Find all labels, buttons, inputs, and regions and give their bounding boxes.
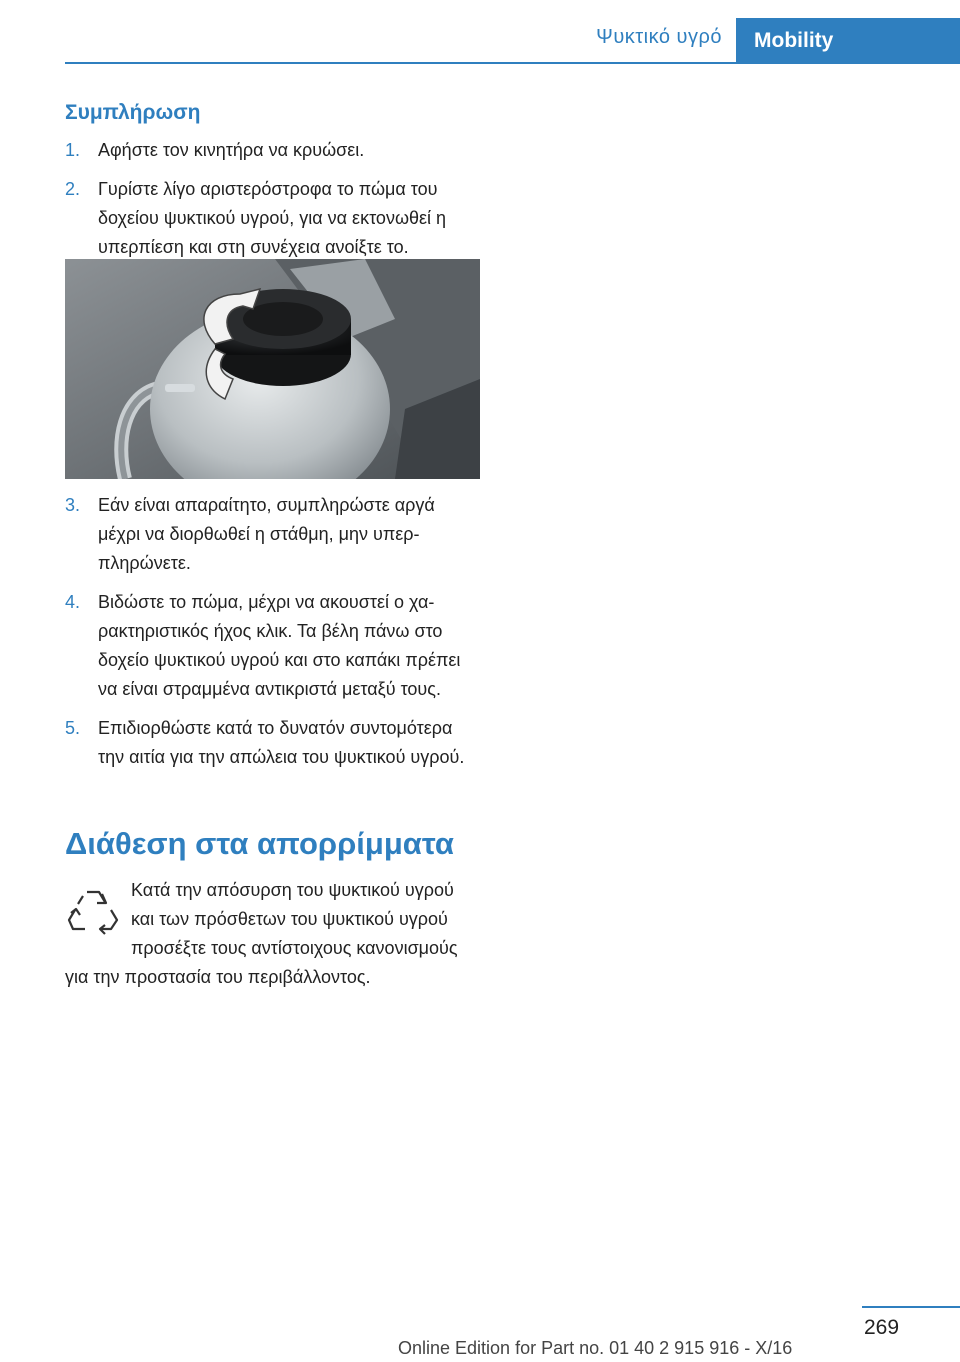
step-number: 3. xyxy=(65,495,81,515)
edition-note: Online Edition for Part no. 01 40 2 915 916 - X/16 xyxy=(398,1338,793,1358)
step-number: 1. xyxy=(65,140,81,160)
step-number: 2. xyxy=(65,179,81,199)
step-item xyxy=(65,491,480,578)
coolant-cap-photo xyxy=(65,259,480,479)
step-number: 4. xyxy=(65,592,81,612)
coolant-reservoir-illustration xyxy=(65,259,480,479)
disposal-paragraph xyxy=(65,876,480,992)
step-number: 5. xyxy=(65,718,81,738)
page-header xyxy=(0,0,960,62)
section-tab[interactable]: Ψυκτικό υγρό xyxy=(596,26,722,48)
step-text: Βιδώστε το πώμα, μέχρι να ακουστεί ο χαρακτηριστικός ήχος κλικ. Τα βέλη πάνω στο δοχείο ψυκτικού υγρού και στο καπάκι πρέπει να είναι στραμμένα αντικριστά μεταξύ τους. xyxy=(98,592,461,699)
footer-rule xyxy=(862,1306,960,1308)
disposal-text: Κατά την απόσυρση του ψυκτικού υγρού και των πρόσθετων του ψυκτικού υγρού προσέξτε τους αντίστοιχους κανονισμούς για την προστασία του περιβάλλοντος. xyxy=(65,880,458,987)
step-item xyxy=(65,136,480,165)
steps-before xyxy=(65,136,480,272)
page-number: 269 xyxy=(864,1316,900,1339)
step-text: Αφήστε τον κινητήρα να κρυώσει. xyxy=(98,140,365,160)
recycle-icon xyxy=(65,882,121,938)
step-text: Γυρίστε λίγο αριστερόστροφα το πώμα του δοχείου ψυκτικού υγρού, για να εκτονωθεί η υπερπίεση και στη συνέχεια ανοίξτε το. xyxy=(98,179,447,257)
step-item xyxy=(65,588,480,704)
step-item xyxy=(65,175,480,262)
steps-after xyxy=(65,491,480,782)
disposal-title: Διάθεση στα απορρίμματα xyxy=(65,826,454,861)
step-text: Επιδιορθώστε κατά το δυνατόν συντομότερα την αιτία για την απώλεια του ψυκτικού υγρού. xyxy=(98,718,465,767)
step-item xyxy=(65,714,480,772)
header-rule xyxy=(65,62,960,64)
fill-heading: Συμπλήρωση xyxy=(65,101,201,124)
step-text: Εάν είναι απαραίτητο, συμπληρώστε αργά μέχρι να διορθωθεί η στάθμη, μην υπερπληρώνετε. xyxy=(98,495,435,573)
chapter-tab[interactable]: Mobility xyxy=(736,18,960,64)
